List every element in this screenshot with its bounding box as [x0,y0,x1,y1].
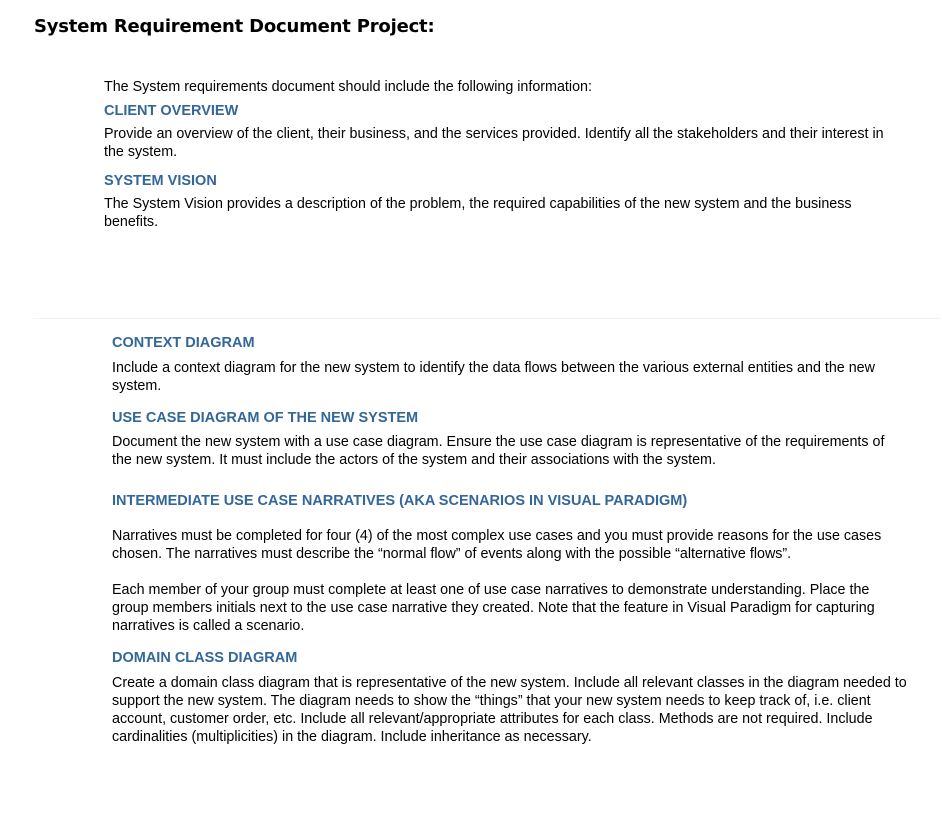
section-heading-use-case-diagram: USE CASE DIAGRAM OF THE NEW SYSTEM [112,410,419,426]
section-heading-context-diagram: CONTEXT DIAGRAM [112,335,255,351]
document-block-top [104,78,904,231]
section-text-use-case-narratives-2: Each member of your group must complete at least one of use case narratives to demonstrate understanding. Place the group members initials next to the use case narrative they created. Note that the feature in Visual Paradigm for capturing narratives is called a scenario. [112,582,875,634]
intro-text: The System requirements document should include the following information: [104,79,592,95]
section-heading-system-vision: SYSTEM VISION [104,173,217,189]
section-text-client-overview: Provide an overview of the client, their business, and the services provided. Identify all the stakeholders and their interest in the system. [104,126,884,160]
document-block-bottom [112,334,912,746]
section-text-use-case-narratives-1: Narratives must be completed for four (4) of the most complex use cases and you must provide reasons for the use cases chosen. The narratives must describe the “normal flow” of events along with the possible “alternative flows”. [112,528,882,562]
section-text-use-case-diagram: Document the new system with a use case diagram. Ensure the use case diagram is representative of the requirements of the new system. It must include the actors of the system and their associations with the system. [112,434,885,468]
page-title: System Requirement Document Project: [34,16,435,37]
section-heading-client-overview: CLIENT OVERVIEW [104,103,239,119]
section-text-context-diagram: Include a context diagram for the new system to identify the data flows between the various external entities and the new system. [112,360,875,394]
section-heading-use-case-narratives: INTERMEDIATE USE CASE NARRATIVES (AKA SCENARIOS IN VISUAL PARADIGM) [112,493,688,509]
section-heading-domain-class-diagram: DOMAIN CLASS DIAGRAM [112,650,298,666]
section-divider [34,318,940,319]
section-text-system-vision: The System Vision provides a description of the problem, the required capabilities of the new system and the business benefits. [104,196,852,230]
section-text-domain-class-diagram: Create a domain class diagram that is representative of the new system. Include all relevant classes in the diagram needed to support the new system. The diagram needs to show the “things” that your new system needs to keep track of, i.e. client account, customer order, etc. Include all relevant/appropriate attributes for each class. Methods are not required. Include cardinalities (multiplicities) in the diagram. Include inheritance as necessary. [112,675,907,745]
